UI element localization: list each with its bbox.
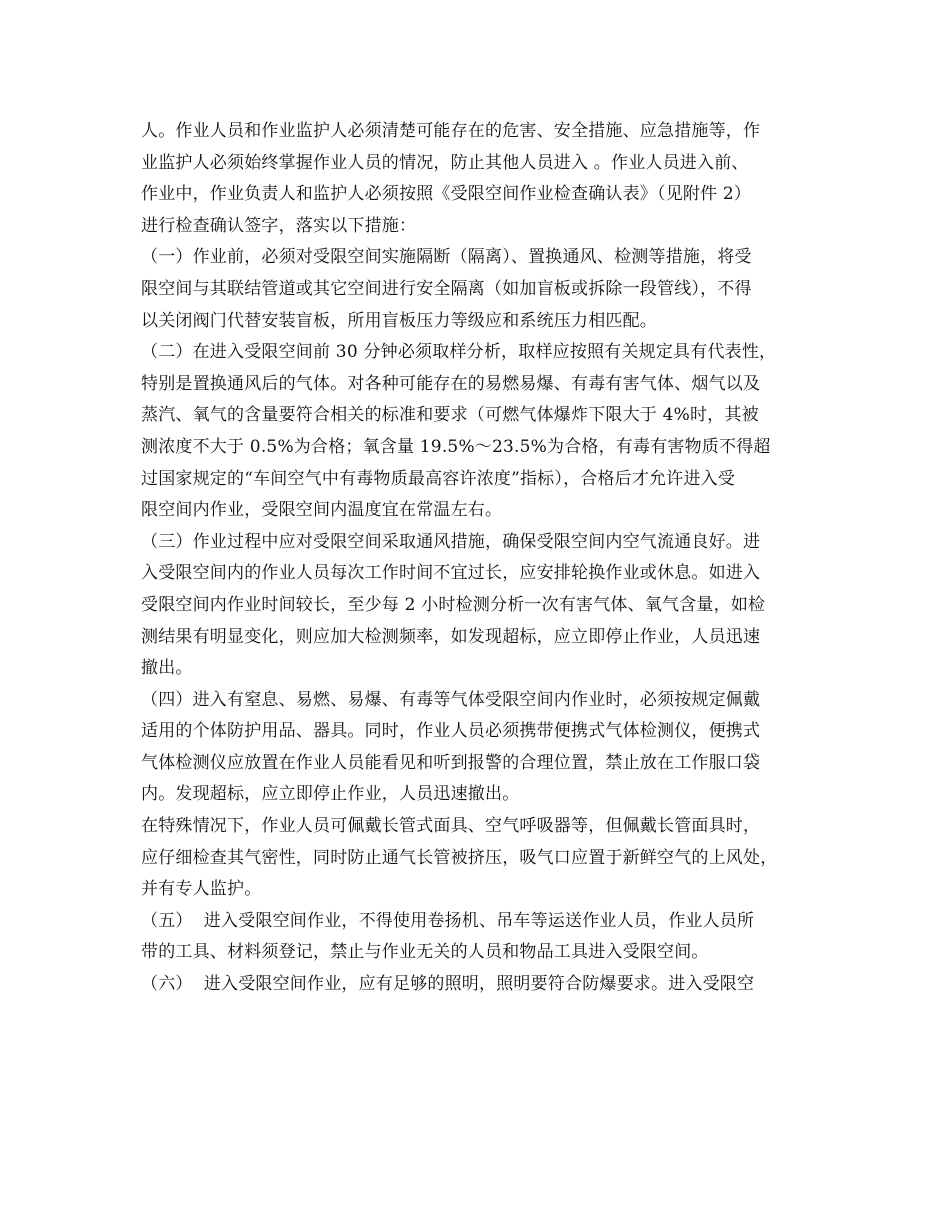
text-line: 业监护人必须始终掌握作业人员的情况，防止其他人员进入 。作业人员进入前、 bbox=[141, 152, 749, 173]
text-line: 限空间与其联结管道或其它空间进行安全隔离（如加盲板或拆除一段管线），不得 bbox=[141, 278, 752, 299]
text-line: 人。作业人员和作业监护人必须清楚可能存在的危害、安全措施、应急措施等，作 bbox=[141, 121, 761, 141]
text-line: 作业中，作业负责人和监护人必须按照《受限空间作业检查确认表》（见附件 2） bbox=[141, 184, 752, 205]
text-line: 入受限空间内的作业人员每次工作时间不宜过长，应安排轮换作业或休息。如进入 bbox=[141, 563, 761, 584]
text-line: 撤出。 bbox=[141, 658, 193, 679]
text-line: （一）作业前，必须对受限空间实施隔断（隔离）、置换通风、检测等措施，将受 bbox=[141, 247, 752, 268]
text-line: （三）作业过程中应对受限空间采取通风措施，确保受限空间内空气流通良好。进 bbox=[141, 531, 761, 552]
text-line: 测浓度不大于 0.5%为合格；氧含量 19.5%～23.5%为合格，有毒有害物质不得超 bbox=[141, 436, 771, 457]
text-line: 应仔细检查其气密性，同时防止通气长管被挤压，吸气口应置于新鲜空气的上风处， bbox=[141, 847, 778, 868]
text-line: （二）在进入受限空间前 30 分钟必须取样分析，取样应按照有关规定具有代表性， bbox=[141, 342, 777, 363]
text-line: 测结果有明显变化，则应加大检测频率，如发现超标，应立即停止作业，人员迅速 bbox=[141, 626, 761, 647]
text-line: 气体检测仪应放置在作业人员能看见和听到报警的合理位置，禁止放在工作服口袋 bbox=[141, 752, 761, 773]
text-line: 适用的个体防护用品、器具。同时，作业人员必须携带便携式气体检测仪，便携式 bbox=[141, 721, 761, 742]
text-line: 带的工具、材料须登记，禁止与作业无关的人员和物品工具进入受限空间。 bbox=[141, 942, 709, 963]
text-line: 并有专人监护。 bbox=[141, 879, 262, 900]
text-line: 在特殊情况下，作业人员可佩戴长管式面具、空气呼吸器等，但佩戴长管面具时， bbox=[141, 816, 761, 837]
text-line: 特别是置换通风后的气体。对各种可能存在的易燃易爆、有毒有害气体、烟气以及 bbox=[141, 373, 761, 394]
text-line: 受限空间内作业时间较长，至少每 2 小时检测分析一次有害气体、氧气含量，如检 bbox=[141, 594, 766, 615]
text-line: （四）进入有窒息、易燃、易爆、有毒等气体受限空间内作业时，必须按规定佩戴 bbox=[141, 689, 761, 710]
document-body bbox=[141, 116, 821, 1001]
text-line: （五） 进入受限空间作业，不得使用卷扬机、吊车等运送作业人员，作业人员所 bbox=[141, 910, 755, 931]
text-line: 限空间内作业，受限空间内温度宜在常温左右。 bbox=[141, 500, 503, 521]
text-line: 以关闭阀门代替安装盲板，所用盲板压力等级应和系统压力相匹配。 bbox=[141, 310, 657, 331]
text-line: 进行检查确认签字，落实以下措施： bbox=[141, 215, 417, 236]
text-line: 过国家规定的“车间空气中有毒物质最高容许浓度”指标），合格后才允许进入受 bbox=[141, 468, 736, 489]
text-line: （六） 进入受限空间作业，应有足够的照明，照明要符合防爆要求。进入受限空 bbox=[141, 974, 755, 995]
text-line: 蒸汽、氧气的含量要符合相关的标准和要求（可燃气体爆炸下限大于 4%时，其被 bbox=[141, 405, 759, 426]
text-line: 内。发现超标，应立即停止作业，人员迅速撤出。 bbox=[141, 784, 520, 805]
